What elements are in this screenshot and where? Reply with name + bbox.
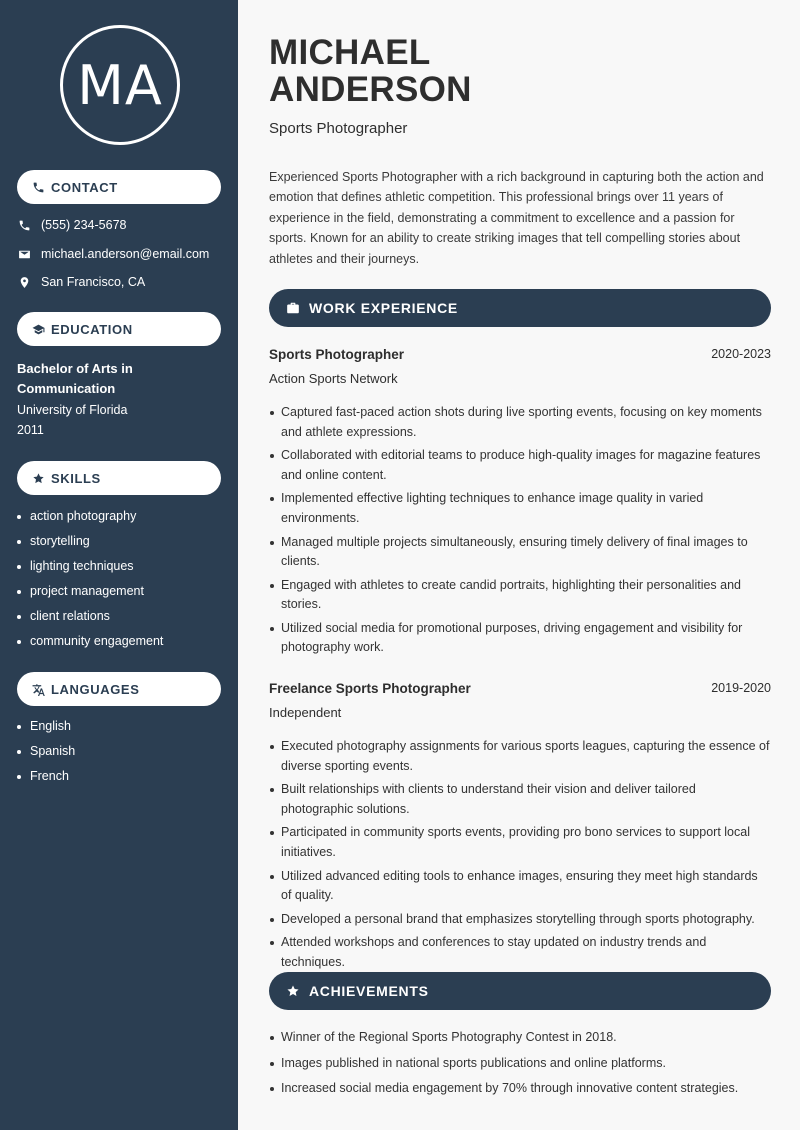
achievements-heading xyxy=(269,972,771,1010)
star-icon xyxy=(31,471,45,485)
avatar-initials: MA xyxy=(60,25,180,145)
map-pin-icon xyxy=(17,275,31,289)
envelope-icon xyxy=(17,247,31,261)
job-bullets xyxy=(269,403,771,662)
skill-item: project management xyxy=(17,579,163,604)
job-bullet: Participated in community sports events, providing pro bono services to support local initiatives. xyxy=(269,823,771,862)
education-heading xyxy=(17,312,221,346)
contact-heading xyxy=(17,170,221,204)
contact-location-text: San Francisco, CA xyxy=(41,275,146,289)
job-title: Freelance Sports Photographer xyxy=(269,681,471,696)
star-icon xyxy=(285,984,300,999)
job-bullet: Executed photography assignments for various sports leagues, capturing the essence of diverse sporting events. xyxy=(269,737,771,776)
job-dates: 2019-2020 xyxy=(711,681,771,695)
achievement-item: Increased social media engagement by 70% through innovative content strategies. xyxy=(269,1079,771,1099)
job-bullet: Implemented effective lighting techniques to enhance image quality in varied environments. xyxy=(269,489,771,528)
language-item: English xyxy=(17,714,75,739)
job-bullet: Captured fast-paced action shots during live sporting events, focusing on key moments and athlete expressions. xyxy=(269,403,771,442)
skills-heading-label: SKILLS xyxy=(51,470,101,486)
full-name xyxy=(269,34,472,108)
phone-icon xyxy=(17,218,31,232)
profile-summary: Experienced Sports Photographer with a rich background in capturing both the action and emotion that defines athletic competition. This professional brings over 11 years of experience in the field, demonstrating a commitment to excellence and a passion for sports. Known for an ability to create striking images that tell compelling stories about athletes and their journeys. xyxy=(269,170,764,266)
contact-phone[interactable] xyxy=(17,218,126,232)
achievements-list xyxy=(269,1028,771,1105)
job-bullets xyxy=(269,737,771,977)
job-company: Independent xyxy=(269,705,342,720)
name-line-first: MICHAEL xyxy=(269,33,431,72)
skill-item: action photography xyxy=(17,504,163,529)
job-company: Action Sports Network xyxy=(269,371,398,386)
job-role: Sports Photographer xyxy=(269,120,408,137)
languages-heading xyxy=(17,672,221,706)
skills-heading xyxy=(17,461,221,495)
job-bullet: Built relationships with clients to understand their vision and deliver tailored photographic solutions. xyxy=(269,780,771,819)
education-heading-label: EDUCATION xyxy=(51,321,133,337)
skill-item: community engagement xyxy=(17,629,163,654)
education-school: University of Florida xyxy=(17,403,128,417)
briefcase-icon xyxy=(285,301,300,316)
skill-item: storytelling xyxy=(17,529,163,554)
language-item: French xyxy=(17,764,75,789)
achievement-item: Images published in national sports publications and online platforms. xyxy=(269,1054,771,1074)
job-title: Sports Photographer xyxy=(269,347,405,362)
graduation-cap-icon xyxy=(31,322,45,336)
job-bullet: Utilized advanced editing tools to enhance images, ensuring they meet high standards of quality. xyxy=(269,867,771,906)
education-year: 2011 xyxy=(17,423,44,437)
job-dates: 2020-2023 xyxy=(711,347,771,361)
job-bullet: Collaborated with editorial teams to produce high-quality images for magazine features and online content. xyxy=(269,446,771,485)
contact-email[interactable] xyxy=(17,247,209,261)
achievements-heading-label: ACHIEVEMENTS xyxy=(309,983,429,999)
skill-item: client relations xyxy=(17,604,163,629)
education-degree: Bachelor of Arts in Communication xyxy=(17,361,133,396)
work-experience-heading-label: WORK EXPERIENCE xyxy=(309,300,458,316)
sidebar xyxy=(0,0,238,1130)
job-bullet: Managed multiple projects simultaneously, ensuring timely delivery of final images to clients. xyxy=(269,533,771,572)
job-bullet: Utilized social media for promotional purposes, driving engagement and visibility for photography work. xyxy=(269,619,771,658)
languages-heading-label: LANGUAGES xyxy=(51,681,140,697)
job-bullet: Developed a personal brand that emphasizes storytelling through sports photography. xyxy=(269,910,771,930)
skill-item: lighting techniques xyxy=(17,554,163,579)
translate-icon xyxy=(31,682,45,696)
contact-phone-text: (555) 234-5678 xyxy=(41,218,127,232)
contact-heading-label: CONTACT xyxy=(51,179,118,195)
language-item: Spanish xyxy=(17,739,75,764)
job-bullet: Engaged with athletes to create candid portraits, highlighting their personalities and stories. xyxy=(269,576,771,615)
name-line-last: ANDERSON xyxy=(269,70,472,109)
job-bullet: Attended workshops and conferences to stay updated on industry trends and techniques. xyxy=(269,933,771,972)
achievement-item: Winner of the Regional Sports Photography Contest in 2018. xyxy=(269,1028,771,1048)
contact-location xyxy=(17,275,145,289)
languages-list xyxy=(17,714,75,789)
work-experience-heading xyxy=(269,289,771,327)
skills-list xyxy=(17,504,163,654)
phone-icon xyxy=(31,180,45,194)
contact-email-text: michael.anderson@email.com xyxy=(41,247,210,261)
